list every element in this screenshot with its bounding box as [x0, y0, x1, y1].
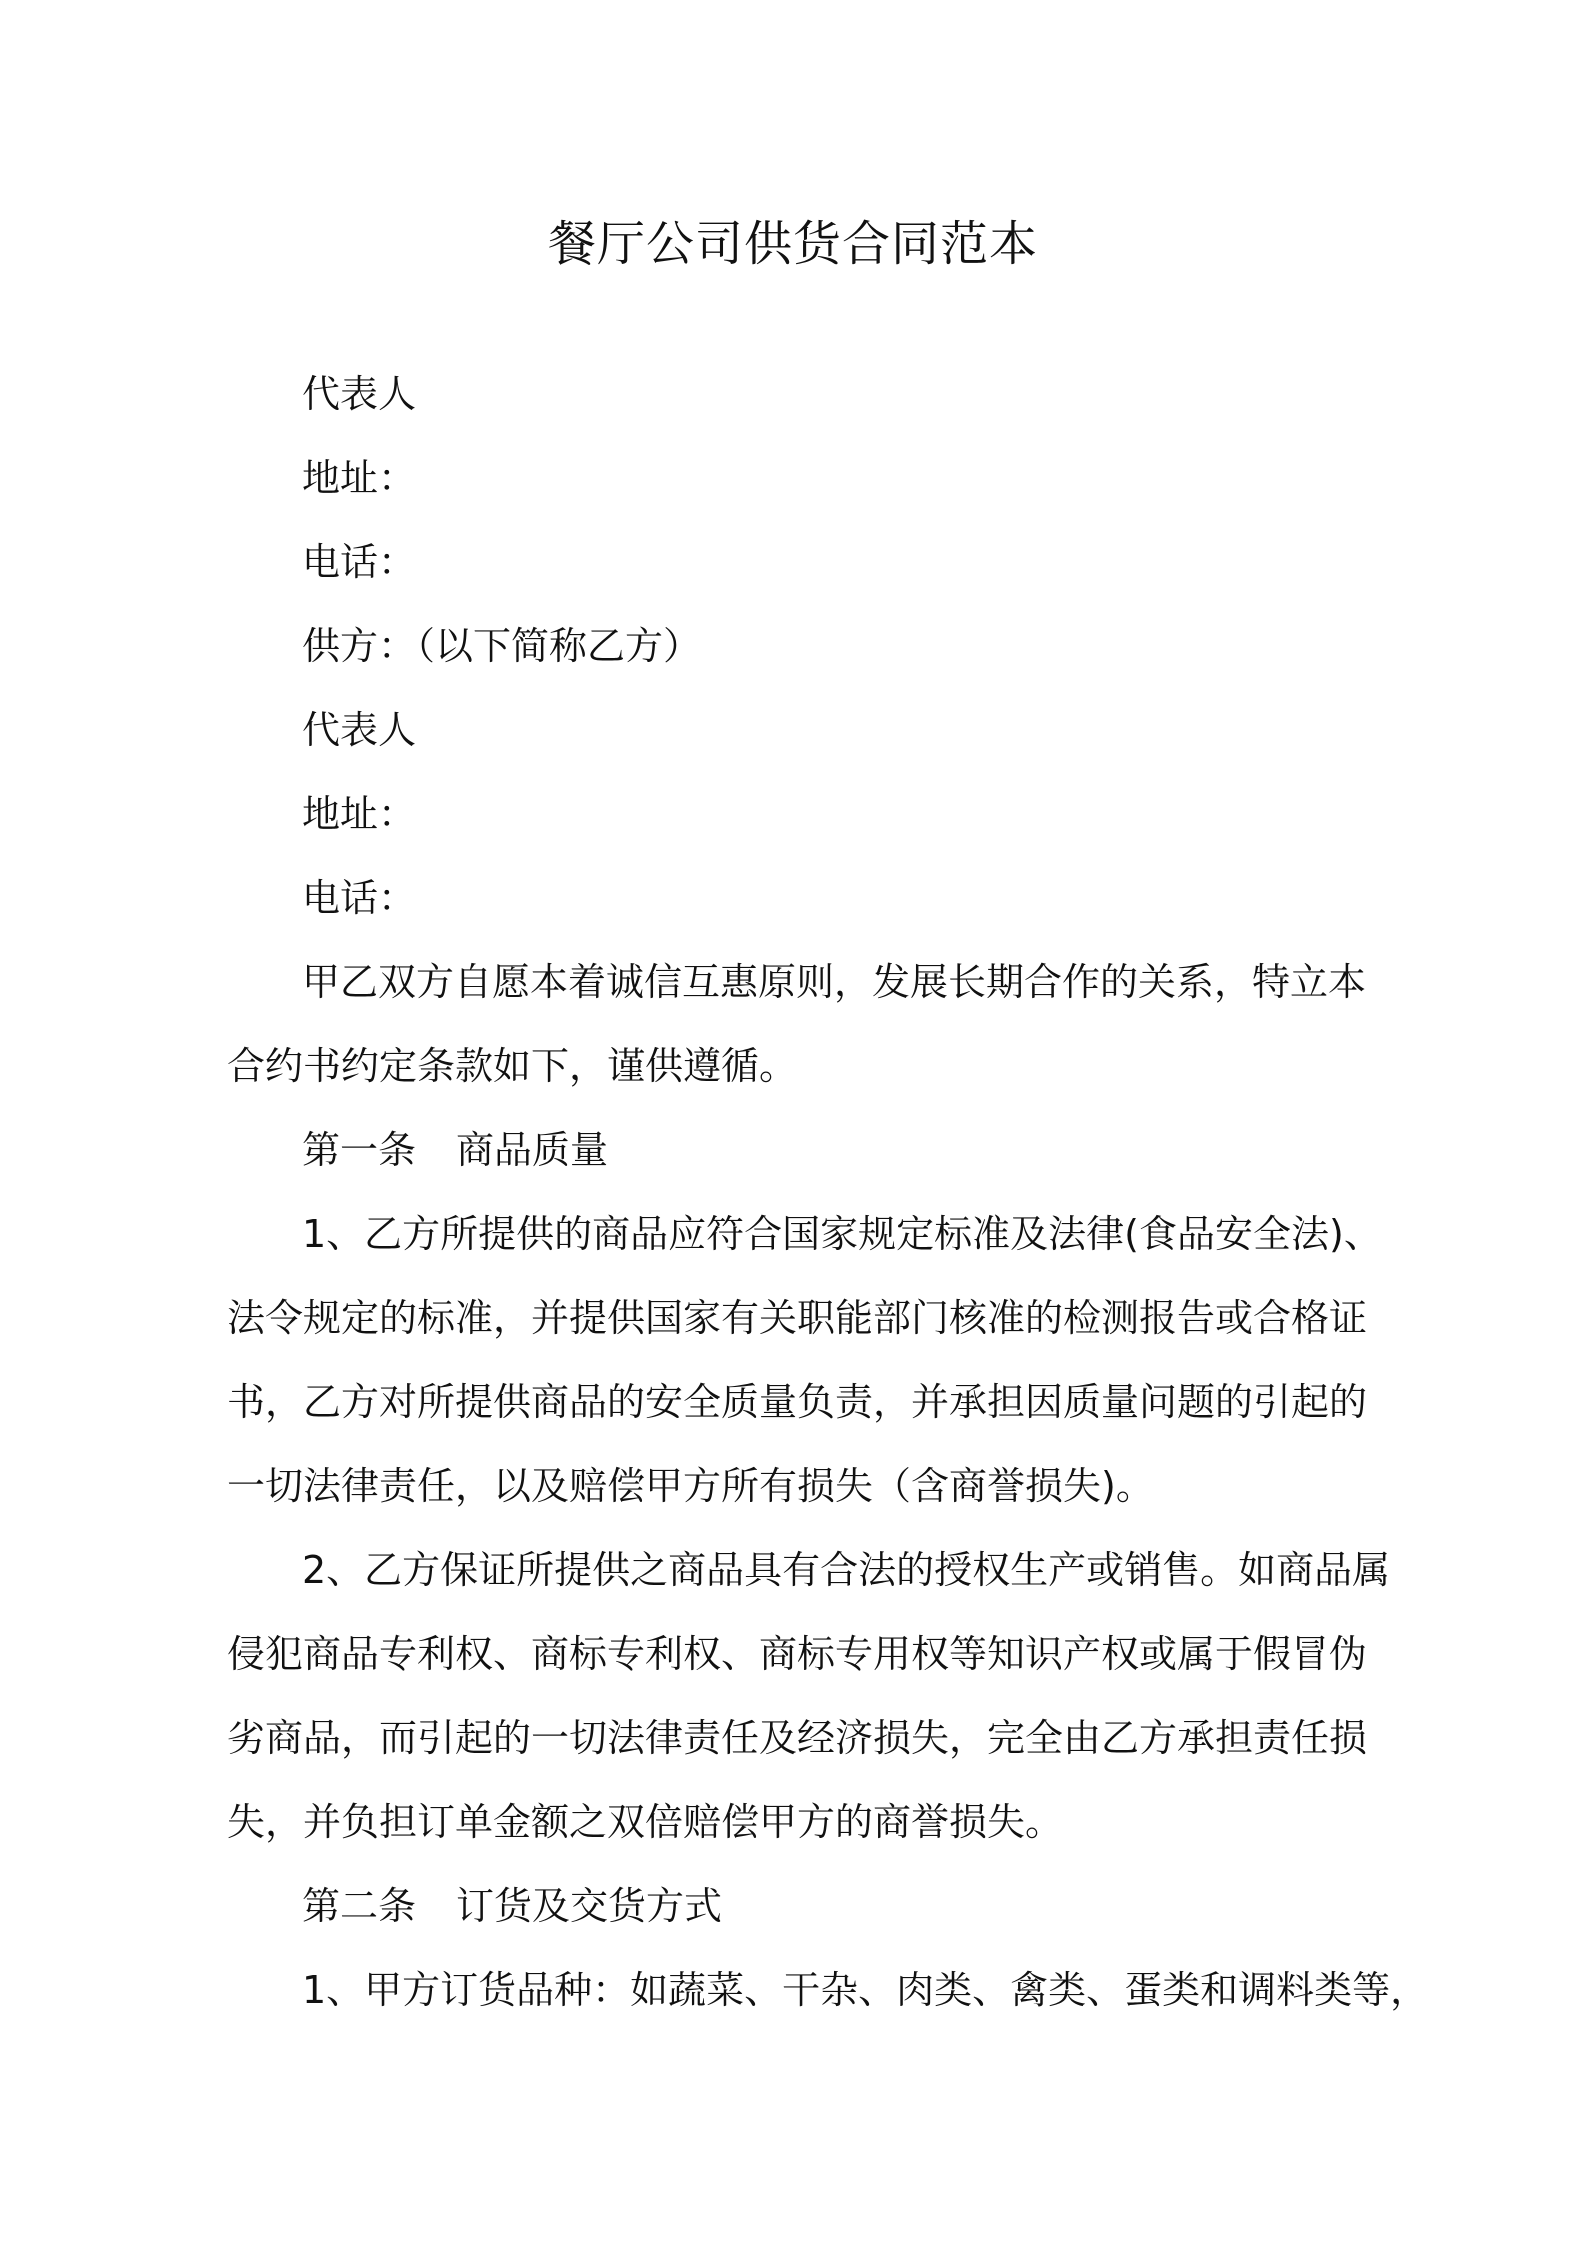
article-1-title: 商品质量: [456, 1128, 609, 1172]
article-1-clause-1-line-1: 1、乙方所提供的商品应符合国家规定标准及法律(食品安全法)、: [302, 1212, 1382, 1256]
article-1-clause-2-line-2: 侵犯商品专利权、商标专利权、商标专用权等知识产权或属于假冒伪: [227, 1632, 1368, 1676]
supplier-representative-field: 代表人: [302, 708, 417, 752]
article-1-heading: [302, 1124, 608, 1176]
article-1-clause-2-line-3: 劣商品，而引起的一切法律责任及经济损失，完全由乙方承担责任损: [227, 1716, 1368, 1760]
article-2-clause-1-line-1: 1、甲方订货品种：如蔬菜、干杂、肉类、禽类、蛋类和调料类等，: [302, 1968, 1429, 2012]
buyer-representative-field: 代表人: [302, 372, 417, 416]
article-1-clause-2-line-4: 失，并负担订单金额之双倍赔偿甲方的商誉损失。: [227, 1800, 1064, 1844]
supplier-address-field: 地址：: [302, 792, 417, 836]
supplier-phone-field: 电话：: [302, 876, 417, 920]
buyer-phone-field: 电话：: [302, 540, 417, 584]
article-1-clause-1-line-2: 法令规定的标准，并提供国家有关职能部门核准的检测报告或合格证: [227, 1296, 1368, 1340]
article-1-number: 第一条: [302, 1128, 417, 1172]
article-1-clause-1-line-3: 书，乙方对所提供商品的安全质量负责，并承担因质量问题的引起的: [227, 1380, 1368, 1424]
article-2-title: 订货及交货方式: [456, 1884, 723, 1928]
article-2-heading: [302, 1880, 722, 1932]
supplier-field: 供方：（以下简称乙方）: [302, 624, 702, 668]
document-title: 餐厅公司供货合同范本: [547, 216, 1038, 272]
article-1-clause-1-line-4: 一切法律责任，以及赔偿甲方所有损失（含商誉损失)。: [227, 1464, 1154, 1508]
article-2-number: 第二条: [302, 1884, 417, 1928]
intro-line-1: 甲乙双方自愿本着诚信互惠原则，发展长期合作的关系，特立本: [302, 960, 1367, 1004]
intro-line-2: 合约书约定条款如下，谨供遵循。: [227, 1044, 798, 1088]
article-1-clause-2-line-1: 2、乙方保证所提供之商品具有合法的授权生产或销售。如商品属: [302, 1548, 1391, 1592]
buyer-address-field: 地址：: [302, 456, 417, 500]
